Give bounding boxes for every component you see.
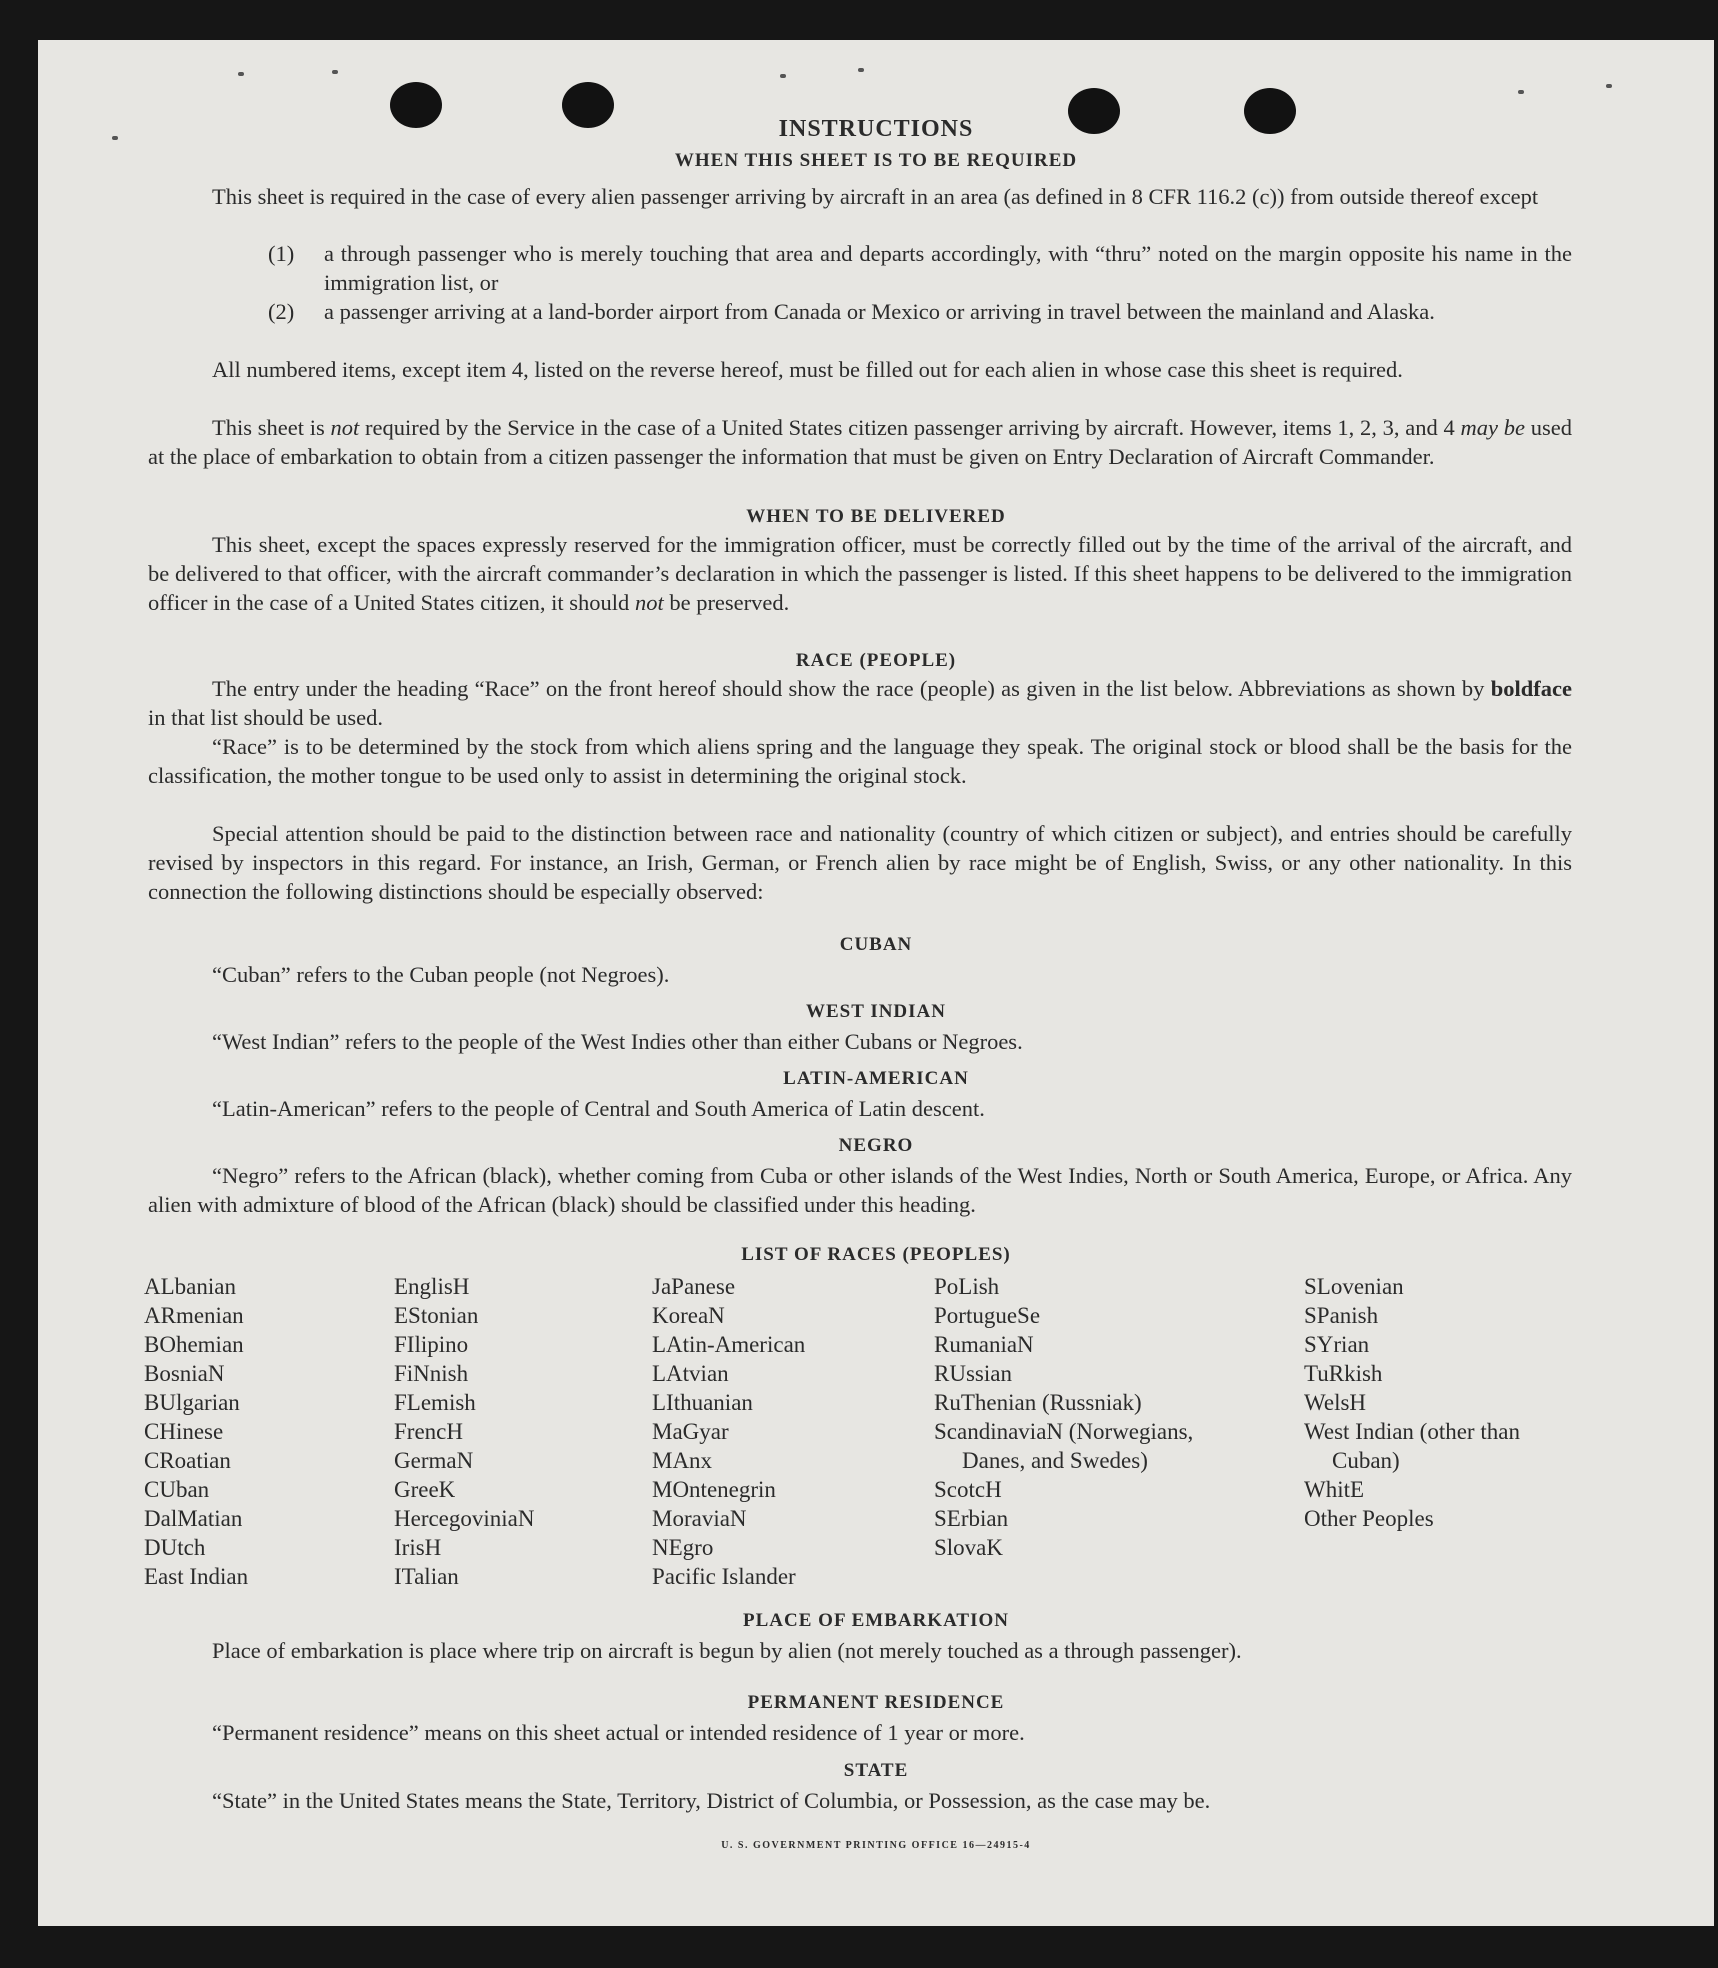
race-entry: EStonian: [394, 1303, 479, 1328]
race-entry: RUssian: [934, 1361, 1012, 1386]
race-entry: TuRkish: [1304, 1361, 1383, 1386]
section-heading-latin-american: LATIN-AMERICAN: [783, 1068, 969, 1089]
paper-fleck: [1606, 84, 1612, 88]
race-entry: ITalian: [394, 1564, 459, 1589]
race-entry: BUlgarian: [144, 1390, 240, 1415]
race-entry: ScandinaviaN (Norwegians, Danes, and Swedes): [934, 1419, 1194, 1473]
negro-text: “Negro” refers to the African (black), whether coming from Cuba or other islands of the West Indies, North or South America, Europe, or Africa. Any alien with admixture of blood of the African (black) should be classified under this heading.: [148, 1163, 1572, 1217]
race-entry: FrencH: [394, 1419, 463, 1444]
exception-item-1: (1) a through passenger who is merely touching that area and departs accordingly, with “thru” noted on the margin opposite his name in the immigration list, or: [268, 241, 1572, 295]
printing-office-imprint: U. S. GOVERNMENT PRINTING OFFICE 16—24915-4: [721, 1840, 1031, 1851]
page-title: INSTRUCTIONS: [778, 116, 974, 142]
delivered-para: This sheet, except the spaces expressly reserved for the immigration officer, must be correctly filled out by the time of the arrival of the aircraft, and be delivered to that officer, with the aircraft commander’s declaration in which the passenger is listed. If this sheet happens to be delivered to the immigration officer in the case of a United States citizen, it should not be preserved.: [148, 532, 1572, 615]
race-entry: CUban: [144, 1477, 210, 1502]
section-heading-negro: NEGRO: [838, 1135, 914, 1156]
race-para-1: The entry under the heading “Race” on the front hereof should show the race (people) as given in the list below. Abbreviations as shown by boldface in that list should be used.: [148, 676, 1572, 730]
race-entry: RumaniaN: [934, 1332, 1034, 1357]
race-entry: FLemish: [394, 1390, 476, 1415]
race-entry: BOhemian: [144, 1332, 244, 1357]
race-entry: ScotcH: [934, 1477, 1002, 1502]
paper-fleck: [858, 68, 864, 72]
race-entry: FiNnish: [394, 1361, 469, 1386]
section-heading-cuban: CUBAN: [839, 934, 913, 955]
section-heading-delivered: WHEN TO BE DELIVERED: [746, 506, 1006, 527]
race-entry: BosniaN: [144, 1361, 225, 1386]
required-para-2: All numbered items, except item 4, listed on the reverse hereof, must be filled out for each alien in whose case this sheet is required.: [212, 357, 1403, 382]
race-entry: LAtin-American: [652, 1332, 806, 1357]
section-heading-state: STATE: [843, 1760, 909, 1781]
section-heading-residence: PERMANENT RESIDENCE: [747, 1692, 1005, 1713]
race-entry: ALbanian: [144, 1274, 236, 1299]
west-indian-text: “West Indian” refers to the people of the West Indies other than either Cubans or Negroes.: [212, 1029, 1023, 1054]
cuban-text: “Cuban” refers to the Cuban people (not Negroes).: [212, 962, 670, 987]
race-entry: DUtch: [144, 1535, 206, 1560]
required-para-3: This sheet is not required by the Service in the case of a United States citizen passenger arriving by aircraft. However, items 1, 2, 3, and 4 may be used at the place of embarkation to obtain from a citizen passenger the information that must be given on Entry Declaration of Aircraft Commander.: [148, 415, 1572, 469]
races-column-3: [652, 1272, 912, 1591]
residence-text: “Permanent residence” means on this sheet actual or intended residence of 1 year or more.: [212, 1720, 1025, 1745]
race-para-2: “Race” is to be determined by the stock from which aliens spring and the language they speak. The original stock or blood shall be the basis for the classification, the mother tongue to be used only to assist in determining the original stock.: [148, 734, 1572, 788]
race-entry: ARmenian: [144, 1303, 244, 1328]
races-column-4: [934, 1272, 1224, 1562]
race-entry: NEgro: [652, 1535, 714, 1560]
latin-american-text: “Latin-American” refers to the people of Central and South America of Latin descent.: [212, 1096, 985, 1121]
state-text: “State” in the United States means the State, Territory, District of Columbia, or Possession, as the case may be.: [212, 1788, 1211, 1813]
section-heading-west-indian: WEST INDIAN: [806, 1001, 946, 1022]
race-entry: LIthuanian: [652, 1390, 753, 1415]
exception-item-2: (2) a passenger arriving at a land-border airport from Canada or Mexico or arriving in travel between the mainland and Alaska.: [268, 299, 1435, 324]
document-page: [38, 40, 1714, 1926]
races-column-2: [394, 1272, 634, 1591]
race-entry: SlovaK: [934, 1535, 1003, 1560]
section-heading-list-of-races: LIST OF RACES (PEOPLES): [741, 1244, 1011, 1265]
race-entry: RuThenian (Russniak): [934, 1390, 1142, 1415]
race-entry: DalMatian: [144, 1506, 243, 1531]
race-entry: LAtvian: [652, 1361, 729, 1386]
paper-fleck: [1518, 90, 1524, 94]
race-entry: SPanish: [1304, 1303, 1379, 1328]
section-heading-race: RACE (PEOPLE): [795, 650, 957, 671]
race-entry: GermaN: [394, 1448, 474, 1473]
race-entry: KoreaN: [652, 1303, 725, 1328]
race-entry: MAnx: [652, 1448, 713, 1473]
race-entry: EnglisH: [394, 1274, 470, 1299]
race-entry: SYrian: [1304, 1332, 1370, 1357]
race-entry: JaPanese: [652, 1274, 736, 1299]
race-entry: HercegoviniaN: [394, 1506, 535, 1531]
race-entry: CHinese: [144, 1419, 224, 1444]
race-entry: PortugueSe: [934, 1303, 1041, 1328]
races-column-5: [1304, 1272, 1564, 1533]
embarkation-text: Place of embarkation is place where trip on aircraft is begun by alien (not merely touched as a through passenger).: [212, 1638, 1242, 1663]
section-heading-required: WHEN THIS SHEET IS TO BE REQUIRED: [674, 150, 1078, 171]
race-para-3: Special attention should be paid to the distinction between race and nationality (country of which citizen or subject), and entries should be carefully revised by inspectors in this regard. For instance, an Irish, German, or French alien by race might be of English, Swiss, or any other nationality. In this connection the following distinctions should be especially observed:: [148, 821, 1572, 904]
race-entry: WelsH: [1304, 1390, 1367, 1415]
race-entry: CRoatian: [144, 1448, 231, 1473]
race-entry: IrisH: [394, 1535, 442, 1560]
race-entry: SLovenian: [1304, 1274, 1404, 1299]
race-entry: MOntenegrin: [652, 1477, 776, 1502]
race-entry: GreeK: [394, 1477, 456, 1502]
required-intro: This sheet is required in the case of every alien passenger arriving by aircraft in an area (as defined in 8 CFR 116.2 (c)) from outside thereof except: [212, 184, 1539, 209]
paper-fleck: [332, 70, 338, 74]
races-column-1: [144, 1272, 374, 1591]
race-entry: Pacific Islander: [652, 1564, 796, 1589]
race-entry: West Indian (other than Cuban): [1304, 1419, 1520, 1473]
race-entry: WhitE: [1304, 1477, 1365, 1502]
race-entry: PoLish: [934, 1274, 1000, 1299]
race-entry: FIlipino: [394, 1332, 469, 1357]
race-entry: Other Peoples: [1304, 1506, 1434, 1531]
race-entry: SErbian: [934, 1506, 1009, 1531]
race-entry: East Indian: [144, 1564, 249, 1589]
race-entry: MaGyar: [652, 1419, 729, 1444]
paper-fleck: [780, 74, 786, 78]
section-heading-embarkation: PLACE OF EMBARKATION: [743, 1610, 1009, 1631]
race-entry: MoraviaN: [652, 1506, 747, 1531]
paper-fleck: [238, 72, 244, 76]
